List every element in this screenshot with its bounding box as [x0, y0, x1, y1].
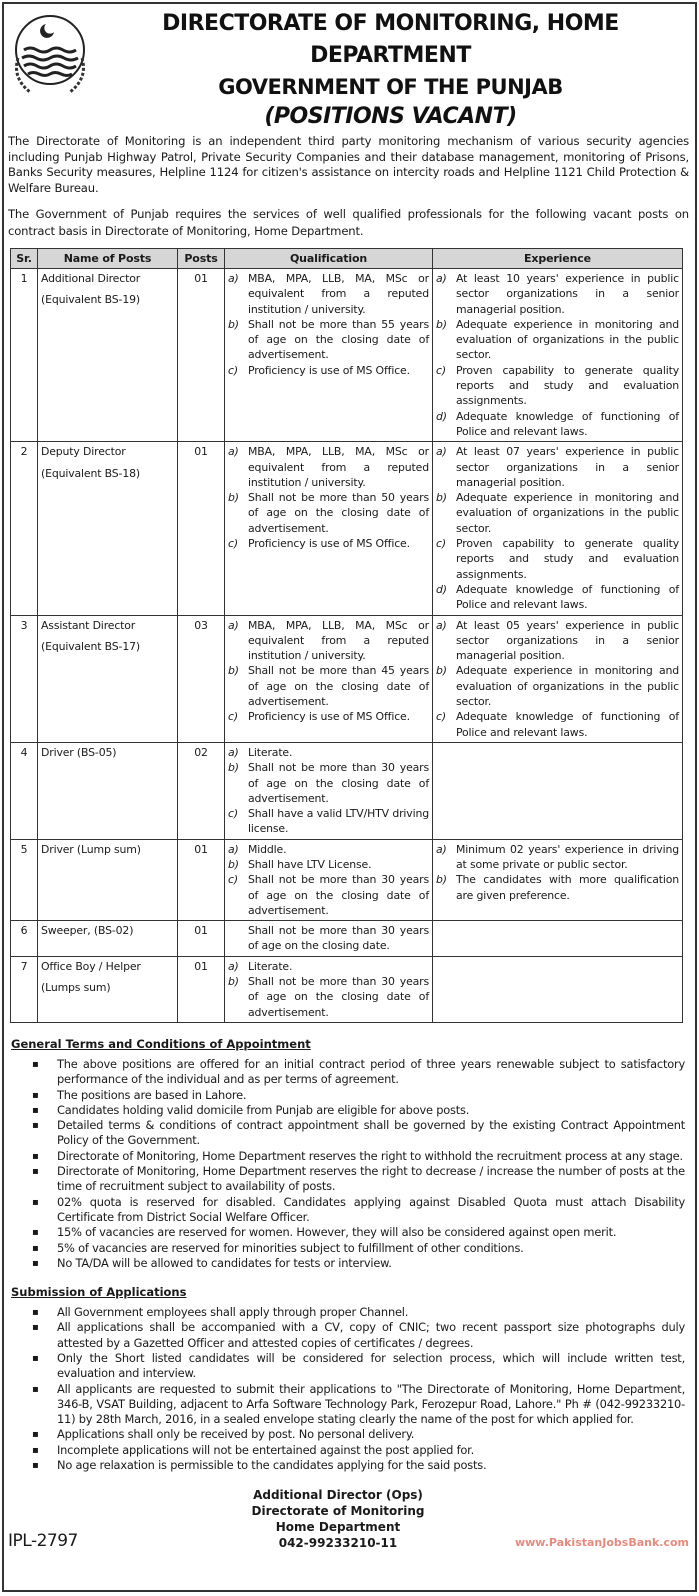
item-text: Proficiency is use of MS Office. [248, 363, 410, 377]
positions-table [10, 248, 683, 1023]
item-marker: b) [228, 317, 239, 331]
signatory-department: Home Department [275, 1520, 401, 1535]
item-marker: c) [436, 710, 446, 724]
advertisement-frame [2, 2, 697, 1592]
terms-heading: General Terms and Conditions of Appointment [11, 1036, 311, 1051]
posts-count-cell: 01 [178, 442, 225, 615]
experience-item [436, 842, 679, 873]
experience-cell [433, 442, 683, 615]
submission-item: ▪ No age relaxation is permissible to the candidates applying for the said posts. [32, 1458, 685, 1473]
qualification-cell [225, 839, 433, 920]
item-text: Shall not be more than 30 years of age on the closing date. [248, 924, 429, 953]
signatory-title: Additional Director (Ops) [253, 1488, 423, 1503]
item-text: Shall have a valid LTV/HTV driving license. [248, 807, 429, 836]
terms-item: ▪ Directorate of Monitoring, Home Department reserves the right to decrease / increase the number of posts at the time of recruitment subject to availability of posts. [32, 1164, 685, 1195]
post-name: Driver (BS-05) [41, 745, 117, 759]
qualification-item [228, 806, 429, 837]
item-marker: a) [228, 745, 239, 759]
experience-cell [433, 742, 683, 839]
experience-item [436, 363, 679, 409]
experience-item [436, 536, 679, 582]
item-text: MBA, MPA, LLB, MA, MSc or equivalent from a reputed institution / university. [248, 272, 429, 316]
qualification-item [228, 857, 429, 872]
signatory-phone: 042-99233210-11 [278, 1536, 398, 1551]
posts-count-cell: 01 [178, 839, 225, 920]
item-marker: a) [436, 842, 447, 856]
experience-cell [433, 269, 683, 442]
item-text: At least 07 years' experience in public sector organizations in a senior managerial position. [456, 445, 679, 489]
post-name-cell [38, 839, 178, 920]
experience-item [436, 872, 679, 903]
item-text: The candidates with more qualification are given preference. [456, 873, 679, 902]
item-marker: c) [228, 807, 238, 821]
posts-count-cell: 02 [178, 742, 225, 839]
qualification-cell [225, 615, 433, 742]
item-marker: c) [228, 710, 238, 724]
item-text: Literate. [248, 745, 293, 759]
experience-item [436, 409, 679, 440]
item-marker: a) [228, 445, 239, 459]
qualification-cell [225, 921, 433, 957]
signatory-office: Directorate of Monitoring [251, 1504, 425, 1519]
item-marker: a) [228, 959, 239, 973]
submission-heading: Submission of Applications [11, 1285, 187, 1300]
item-marker: b) [436, 664, 447, 678]
item-text: Shall not be more than 30 years of age on the closing date of advertisement. [248, 975, 429, 1019]
post-name: Additional Director [41, 272, 141, 285]
item-text: Shall not be more than 30 years of age on the closing date of advertisement. [248, 761, 429, 805]
item-marker: a) [436, 272, 447, 285]
item-text: Proven capability to generate quality reports and study and evaluation assignments. [456, 363, 679, 408]
qualification-cell [225, 269, 433, 442]
item-marker: b) [436, 317, 447, 331]
sr-cell: 3 [11, 615, 38, 742]
posts-count-cell: 01 [178, 921, 225, 957]
post-name-cell [38, 442, 178, 615]
qualification-item [228, 663, 429, 709]
qualification-item [228, 923, 429, 954]
qualification-item [228, 618, 429, 664]
submission-list [32, 1305, 685, 1473]
item-text: Shall not be more than 50 years of age on the closing date of advertisement. [248, 491, 429, 535]
col-header-qualification: Qualification [225, 249, 433, 269]
experience-cell [433, 839, 683, 920]
sr-cell: 5 [11, 839, 38, 920]
qualification-item [228, 872, 429, 918]
sr-cell: 2 [11, 442, 38, 615]
item-text: Proficiency is use of MS Office. [248, 537, 410, 551]
header-positions-vacant: (POSITIONS VACANT) [264, 104, 517, 129]
item-text: Adequate knowledge of functioning of Police and relevant laws. [456, 582, 679, 612]
submission-item: ▪ All applicants are requested to submit their applications to "The Directorate of Monitoring, Home Department, 346-B, VSAT Building, adjacent to Arfa Software Technology Park, Ferozepur Road, Lahore." Ph # (042-99233210-11) by 28th March, 2016, in a sealed envelope stating clearly the name of the post for which applied for. [32, 1382, 685, 1428]
sr-cell: 4 [11, 742, 38, 839]
post-grade: (Equivalent BS-18) [41, 466, 140, 480]
signature-block [208, 1487, 468, 1551]
item-marker: a) [436, 618, 447, 632]
item-marker: c) [436, 537, 446, 551]
col-header-name: Name of Posts [38, 249, 178, 269]
table-row [11, 956, 683, 1022]
qualification-item [228, 709, 429, 724]
item-text: Shall not be more than 30 years of age on the closing date of advertisement. [248, 873, 429, 917]
post-grade: (Equivalent BS-17) [41, 639, 140, 653]
item-marker: c) [228, 537, 238, 551]
experience-cell [433, 921, 683, 957]
experience-item [436, 582, 679, 613]
post-grade: (Lumps sum) [41, 981, 111, 995]
post-name-cell [38, 615, 178, 742]
table-row [11, 442, 683, 615]
punjab-emblem-logo [8, 8, 92, 98]
terms-item: ▪ The above positions are offered for an initial contract period of three years renewable subject to satisfactory performance of the individual and as per terms of agreement. [32, 1057, 685, 1088]
item-text: Adequate knowledge of functioning of Police and relevant laws. [456, 409, 679, 438]
experience-item [436, 709, 679, 740]
col-header-sr: Sr. [11, 249, 38, 269]
qualification-item [228, 842, 429, 857]
header [8, 8, 689, 132]
item-text: Adequate experience in monitoring and evaluation of organizations in the public sector. [456, 317, 679, 362]
header-titles [92, 8, 689, 132]
item-text: Proven capability to generate quality reports and study and evaluation assignments. [456, 537, 679, 581]
qualification-cell [225, 956, 433, 1022]
table-row [11, 839, 683, 920]
post-name-cell [38, 956, 178, 1022]
ad-reference-number: IPL-2797 [8, 1531, 78, 1552]
terms-item: ▪ No TA/DA will be allowed to candidates for tests or interview. [32, 1256, 685, 1271]
item-marker: b) [228, 857, 239, 871]
intro-paragraph: The Directorate of Monitoring is an independent third party monitoring mechanism of various security agencies including Punjab Highway Patrol, Private Security Companies and their database management, monitoring of Prisons, Banks Security measures, Helpline 1124 for citizen's assistance on intercity roads and Helpline 1121 Child Protection & Welfare Bureau. [8, 134, 689, 195]
item-marker: a) [228, 842, 239, 856]
col-header-experience: Experience [433, 249, 683, 269]
table-row [11, 615, 683, 742]
qualification-item [228, 536, 429, 551]
qualification-item [228, 974, 429, 1020]
watermark: www.PakistanJobsBank.com [514, 1536, 689, 1550]
terms-item: ▪ 15% of vacancies are reserved for women. However, they will also be considered against open merit. [32, 1225, 685, 1240]
item-marker: b) [228, 491, 239, 505]
experience-cell [433, 615, 683, 742]
post-grade: (Equivalent BS-19) [41, 293, 140, 307]
qualification-item [228, 959, 429, 974]
terms-item: ▪ Candidates holding valid domicile from Punjab are eligible for above posts. [32, 1103, 685, 1118]
terms-item: ▪ The positions are based in Lahore. [32, 1088, 685, 1103]
qualification-item [228, 760, 429, 806]
item-marker: b) [436, 491, 447, 505]
experience-cell [433, 956, 683, 1022]
item-text: Shall not be more than 45 years of age on the closing date of advertisement. [248, 664, 429, 709]
item-text: Middle. [248, 842, 287, 856]
item-marker: c) [436, 363, 446, 377]
item-text: MBA, MPA, LLB, MA, MSc or equivalent from a reputed institution / university. [248, 618, 429, 663]
item-text: Adequate experience in monitoring and evaluation of organizations in the public sector. [456, 664, 679, 709]
terms-item: ▪ 5% of vacancies are reserved for minorities subject to fulfillment of other conditions. [32, 1241, 685, 1256]
qualification-item [228, 317, 429, 363]
table-row [11, 742, 683, 839]
experience-item [436, 490, 679, 536]
qualification-item [228, 745, 429, 760]
post-name-cell [38, 921, 178, 957]
item-marker: b) [228, 664, 239, 678]
qualification-cell [225, 742, 433, 839]
qualification-cell [225, 442, 433, 615]
item-text: Proficiency is use of MS Office. [248, 710, 410, 724]
submission-item: ▪ All Government employees shall apply through proper Channel. [32, 1305, 685, 1320]
experience-item [436, 271, 679, 317]
post-name-cell [38, 269, 178, 442]
item-marker [228, 923, 248, 954]
submission-item: ▪ Incomplete applications will not be entertained against the post applied for. [32, 1443, 685, 1458]
sr-cell: 6 [11, 921, 38, 957]
qualification-item [228, 490, 429, 536]
item-marker: a) [436, 445, 447, 459]
experience-item [436, 618, 679, 664]
header-title: DIRECTORATE OF MONITORING, HOME DEPARTMENT [162, 11, 619, 68]
header-subtitle: GOVERNMENT OF THE PUNJAB [218, 75, 563, 99]
item-text: Adequate knowledge of functioning of Police and relevant laws. [456, 710, 679, 739]
col-header-posts: Posts [178, 249, 225, 269]
post-name: Assistant Director [41, 618, 136, 632]
posts-count-cell: 03 [178, 615, 225, 742]
terms-list [32, 1057, 685, 1271]
submission-item: ▪ All applications shall be accompanied with a CV, copy of CNIC; two recent passport size photographs duly attested by a Gazetted Officer and attested copies of certificates / degrees. [32, 1320, 685, 1351]
terms-item: ▪ Directorate of Monitoring, Home Department reserves the right to withhold the recruitment process at any stage. [32, 1149, 685, 1164]
table-row [11, 269, 683, 442]
item-marker: d) [436, 409, 447, 423]
item-marker: c) [228, 363, 238, 377]
item-text: At least 05 years' experience in public sector organizations in a senior managerial position. [456, 618, 679, 663]
terms-item: ▪ Detailed terms & conditions of contract appointment shall be governed by the existing Contract Appointment Policy of the Government. [32, 1118, 685, 1149]
experience-item [436, 444, 679, 490]
item-text: Shall have LTV License. [248, 857, 372, 871]
footer [8, 1487, 689, 1551]
item-marker: d) [436, 582, 447, 596]
experience-item [436, 663, 679, 709]
item-marker: b) [436, 873, 447, 887]
item-text: MBA, MPA, LLB, MA, MSc or equivalent from a reputed institution / university. [248, 445, 429, 489]
item-marker: a) [228, 272, 239, 285]
item-text: Shall not be more than 55 years of age on the closing date of advertisement. [248, 317, 429, 362]
item-marker: c) [228, 873, 238, 887]
post-name-cell [38, 742, 178, 839]
item-marker: b) [228, 761, 239, 775]
sr-cell: 7 [11, 956, 38, 1022]
posts-count-cell: 01 [178, 956, 225, 1022]
item-text: Minimum 02 years' experience in driving at some private or public sector. [456, 842, 679, 871]
item-marker: b) [228, 975, 239, 989]
post-name: Sweeper, (BS-02) [41, 924, 134, 938]
qualification-item [228, 363, 429, 378]
terms-item: ▪ 02% quota is reserved for disabled. Candidates applying against Disabled Quota must attach Disability Certificate from District Social Welfare Officer. [32, 1195, 685, 1226]
qualification-item [228, 271, 429, 317]
item-text: Adequate experience in monitoring and evaluation of organizations in the public sector. [456, 491, 679, 535]
sr-cell: 1 [11, 269, 38, 442]
posts-count-cell: 01 [178, 269, 225, 442]
item-text: At least 10 years' experience in public sector organizations in a senior managerial position. [456, 272, 679, 316]
post-name: Driver (Lump sum) [41, 842, 141, 856]
post-name: Office Boy / Helper [41, 959, 141, 973]
item-text: Literate. [248, 959, 293, 973]
submission-item: ▪ Only the Short listed candidates will be considered for selection process, which will include written test, evaluation and interview. [32, 1351, 685, 1382]
submission-item: ▪ Applications shall only be received by post. No personal delivery. [32, 1427, 685, 1442]
post-name: Deputy Director [41, 445, 126, 459]
table-row [11, 921, 683, 957]
experience-item [436, 317, 679, 363]
requirement-paragraph: The Government of Punjab requires the services of well qualified professionals for the following vacant posts on contract basis in Directorate of Monitoring, Home Department. [8, 207, 689, 238]
item-marker: a) [228, 618, 239, 632]
qualification-item [228, 444, 429, 490]
